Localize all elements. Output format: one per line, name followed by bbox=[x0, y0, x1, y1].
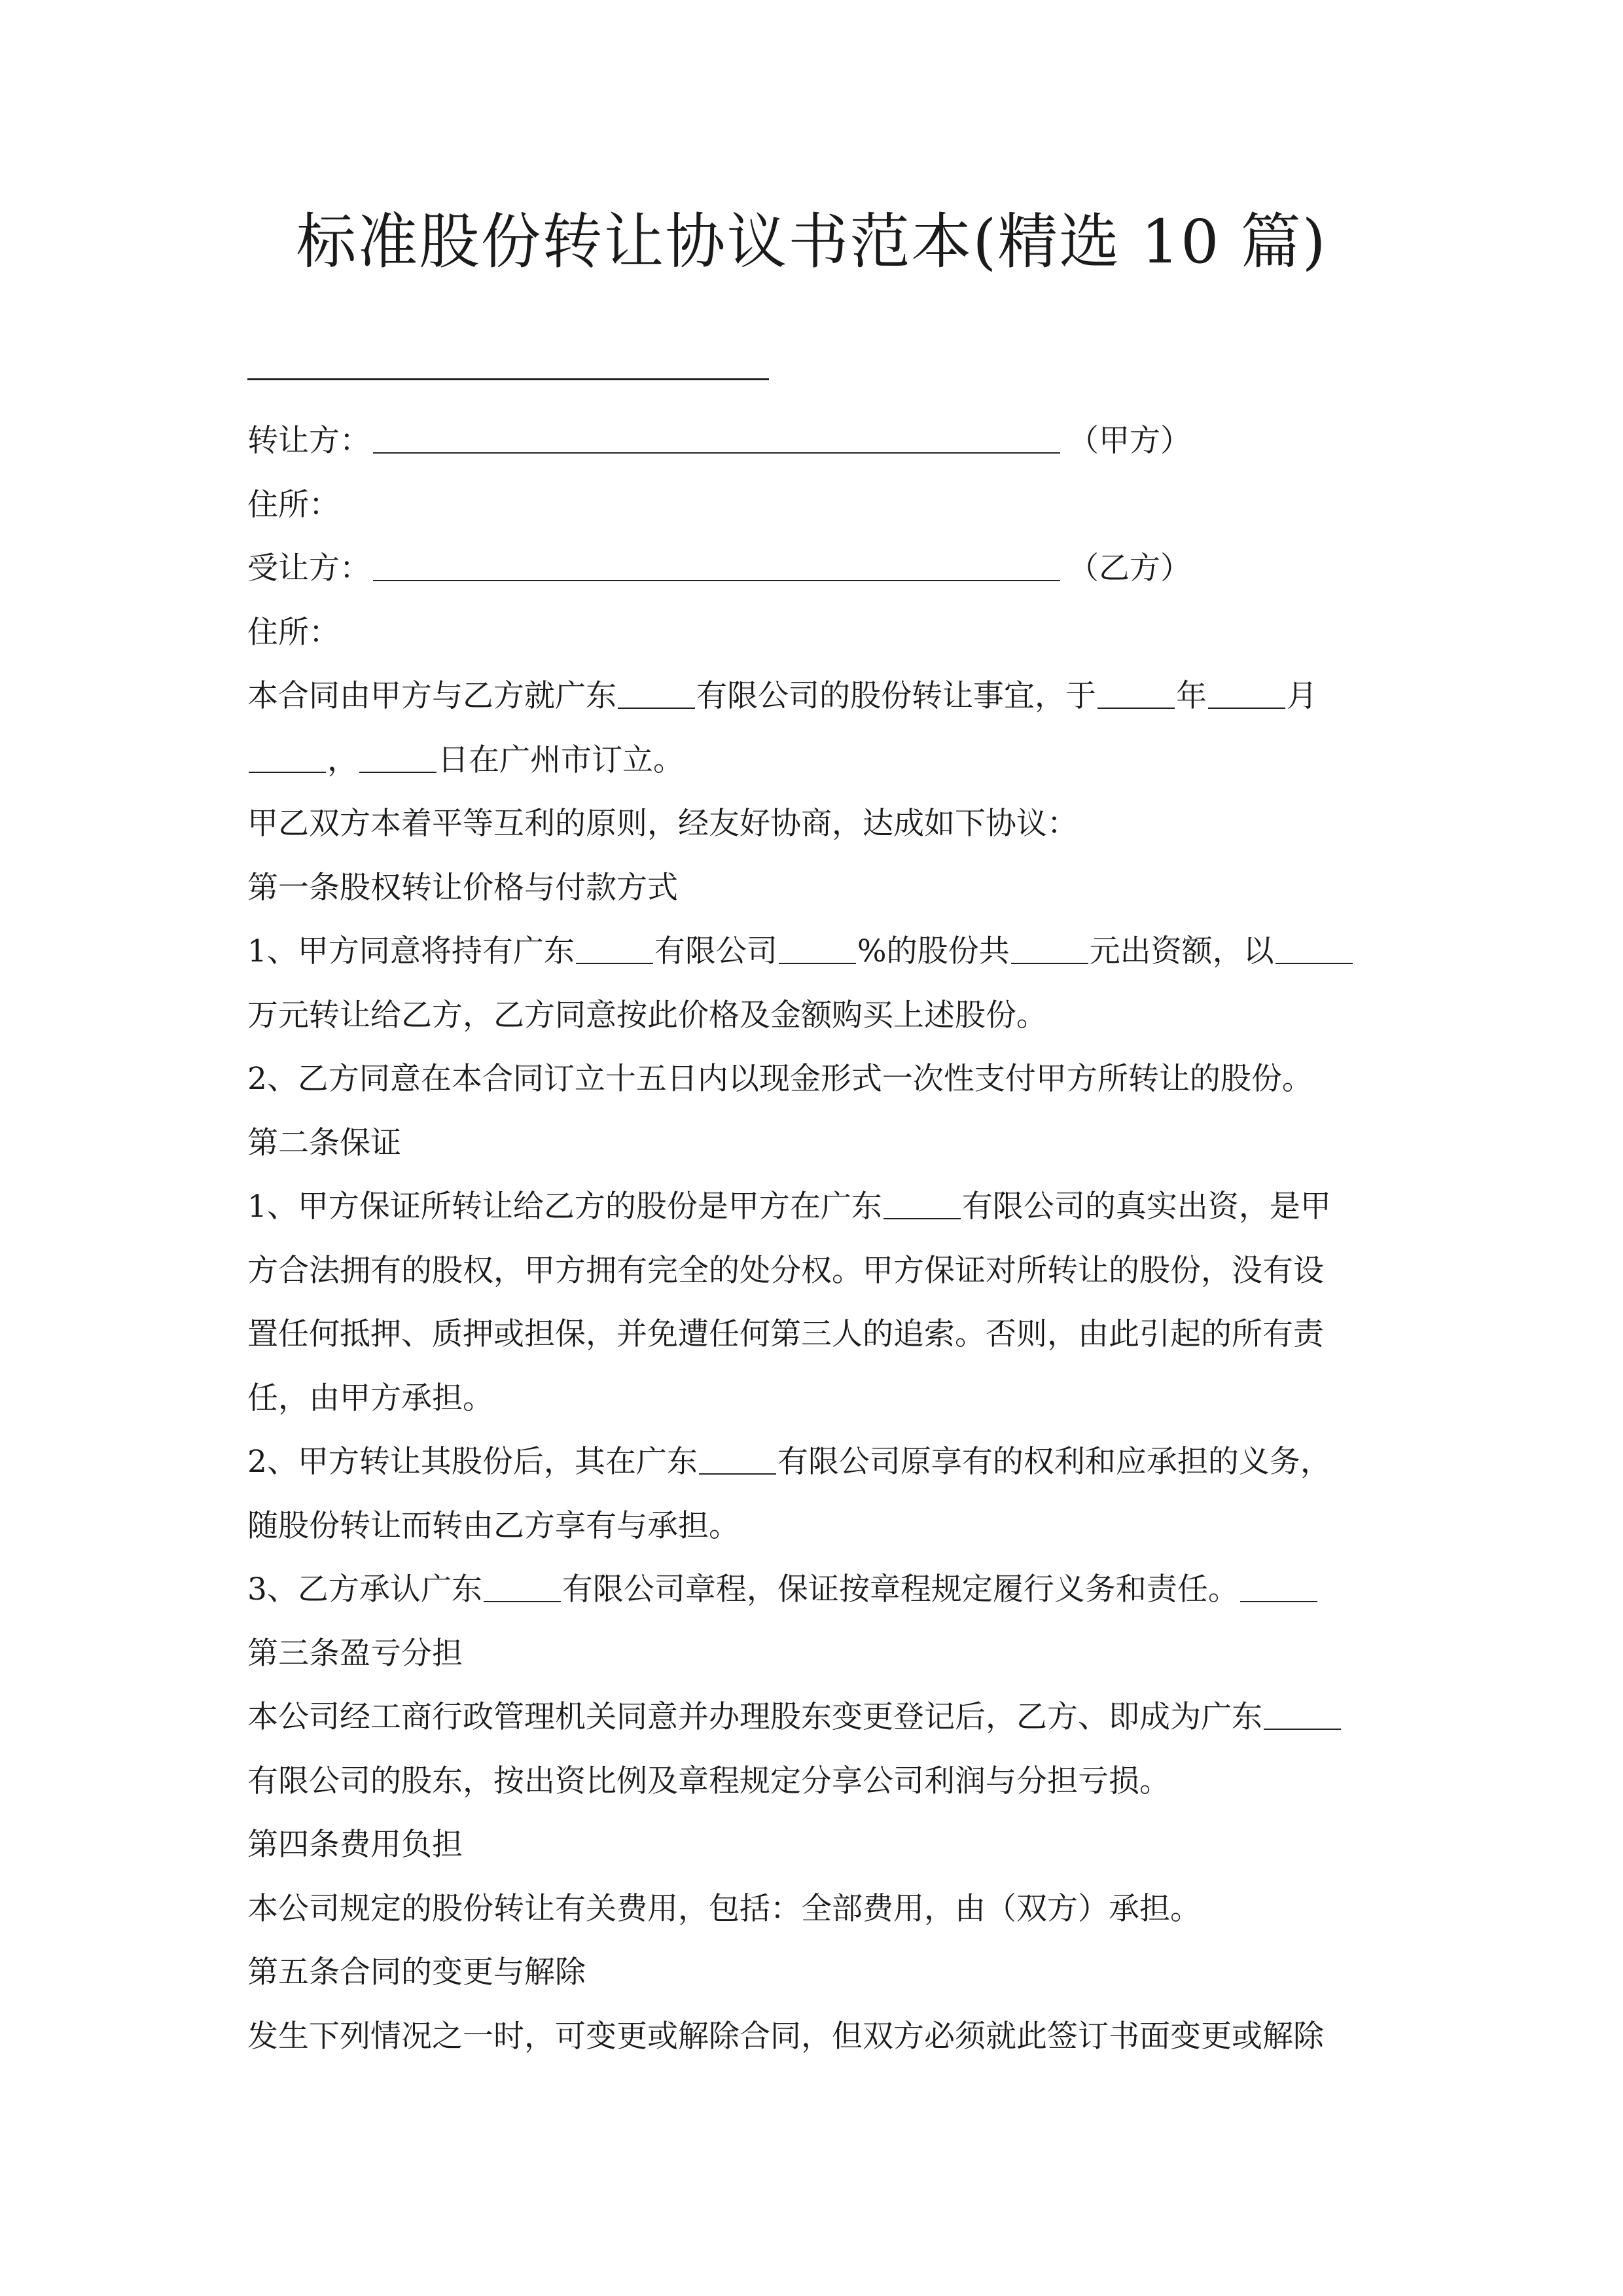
article-text: %的股份共 bbox=[857, 933, 1010, 969]
intro-text: 有限公司的股份转让事宜，于 bbox=[696, 678, 1096, 714]
article-text: 元出资额，以 bbox=[1089, 933, 1274, 969]
article1-item2: 2、乙方同意在本合同订立十五日内以现金形式一次性支付甲方所转让的股份。 bbox=[247, 1061, 1313, 1097]
transferor-blank bbox=[373, 413, 1060, 454]
article1-heading: 第一条股权转让价格与付款方式 bbox=[247, 869, 678, 906]
document-body bbox=[247, 409, 1399, 2068]
article4-paragraph: 本公司规定的股份转让有关费用，包括：全部费用，由（双方）承担。 bbox=[247, 1890, 1201, 1927]
intro-text: 年 bbox=[1176, 678, 1207, 714]
day-blank bbox=[359, 732, 437, 773]
percent-blank bbox=[779, 924, 856, 964]
article3-line2: 有限公司的股东，按出资比例及章程规定分享公司利润与分担亏损。 bbox=[247, 1763, 1170, 1799]
article1-item1-line2: 万元转让给乙方，乙方同意按此价格及金额购买上述股份。 bbox=[247, 997, 1047, 1033]
article-text: 2、甲方转让其股份后，其在广东 bbox=[247, 1444, 698, 1480]
company-blank bbox=[484, 1562, 561, 1602]
article-text: 3、乙方承认广东 bbox=[247, 1571, 482, 1607]
article-text: 1、甲方保证所转让给乙方的股份是甲方在广东 bbox=[247, 1189, 882, 1225]
intro-text: 日在广州市订立。 bbox=[438, 742, 684, 778]
article3-line1 bbox=[247, 1685, 1399, 1749]
article2-heading: 第二条保证 bbox=[247, 1124, 401, 1161]
article5-heading: 第五条合同的变更与解除 bbox=[247, 1954, 586, 1990]
article2-item2-line1 bbox=[247, 1430, 1399, 1494]
blank bbox=[249, 732, 326, 773]
month-blank bbox=[1208, 668, 1285, 709]
article-text: 本公司经工商行政管理机关同意并办理股东变更登记后，乙方、即成为广东 bbox=[247, 1699, 1262, 1735]
article-text: 有限公司的真实出资，是甲 bbox=[961, 1189, 1331, 1225]
intro-paragraph-2: 甲乙双方本着平等互利的原则，经友好协商，达成如下协议： bbox=[247, 806, 1078, 842]
article1-item1-line1 bbox=[247, 920, 1399, 984]
intro-text: 月 bbox=[1287, 678, 1317, 714]
company-blank bbox=[618, 668, 695, 709]
company-blank bbox=[699, 1434, 776, 1475]
company-blank bbox=[576, 924, 653, 964]
separator-line bbox=[247, 378, 769, 380]
transferee-suffix: （乙方） bbox=[1068, 550, 1191, 586]
article2-item1-line1 bbox=[247, 1175, 1399, 1239]
amount-blank bbox=[1011, 924, 1088, 964]
transferor-label: 转让方： bbox=[247, 423, 370, 459]
intro-text: 本合同由甲方与乙方就广东 bbox=[247, 678, 616, 714]
intro-line-1 bbox=[247, 664, 1399, 728]
trailing-blank bbox=[1240, 1562, 1317, 1602]
article2-item1-line3: 置任何抵押、质押或担保，并免遭任何第三人的追索。否则，由此引起的所有责 bbox=[247, 1316, 1324, 1352]
price-blank bbox=[1275, 924, 1353, 964]
year-blank bbox=[1097, 668, 1175, 709]
article2-item3 bbox=[247, 1558, 1399, 1622]
article2-item2-line2: 随股份转让而转由乙方享有与承担。 bbox=[247, 1507, 740, 1544]
article2-item1-line2: 方合法拥有的股权，甲方拥有完全的处分权。甲方保证对所转让的股份，没有设 bbox=[247, 1252, 1324, 1289]
transferee-label: 受让方： bbox=[247, 550, 370, 586]
article2-item1-line4: 任，由甲方承担。 bbox=[247, 1380, 493, 1416]
transferee-blank bbox=[373, 541, 1060, 581]
intro-text: ， bbox=[327, 742, 358, 778]
company-blank bbox=[1264, 1689, 1341, 1730]
article-text: 有限公司章程，保证按章程规定履行义务和责任。 bbox=[562, 1571, 1239, 1607]
transferor-line bbox=[247, 409, 1399, 473]
article3-heading: 第三条盈亏分担 bbox=[247, 1635, 463, 1672]
article-text: 有限公司原享有的权利和应承担的义务， bbox=[777, 1444, 1331, 1480]
article-text: 有限公司 bbox=[654, 933, 777, 969]
intro-line-2 bbox=[247, 728, 1399, 793]
transferor-suffix: （甲方） bbox=[1068, 423, 1191, 459]
company-blank bbox=[883, 1179, 961, 1219]
article5-paragraph: 发生下列情况之一时，可变更或解除合同，但双方必须就此签订书面变更或解除 bbox=[247, 2018, 1324, 2054]
address1-line bbox=[247, 473, 1399, 537]
document-title: 标准股份转让协议书范本(精选 10 篇) bbox=[296, 207, 1327, 277]
address2-label: 住所： bbox=[247, 614, 340, 651]
article4-heading: 第四条费用负担 bbox=[247, 1827, 463, 1863]
address1-label: 住所： bbox=[247, 486, 340, 523]
article-text: 1、甲方同意将持有广东 bbox=[247, 933, 575, 969]
address2-line bbox=[247, 601, 1399, 665]
transferee-line bbox=[247, 537, 1399, 601]
